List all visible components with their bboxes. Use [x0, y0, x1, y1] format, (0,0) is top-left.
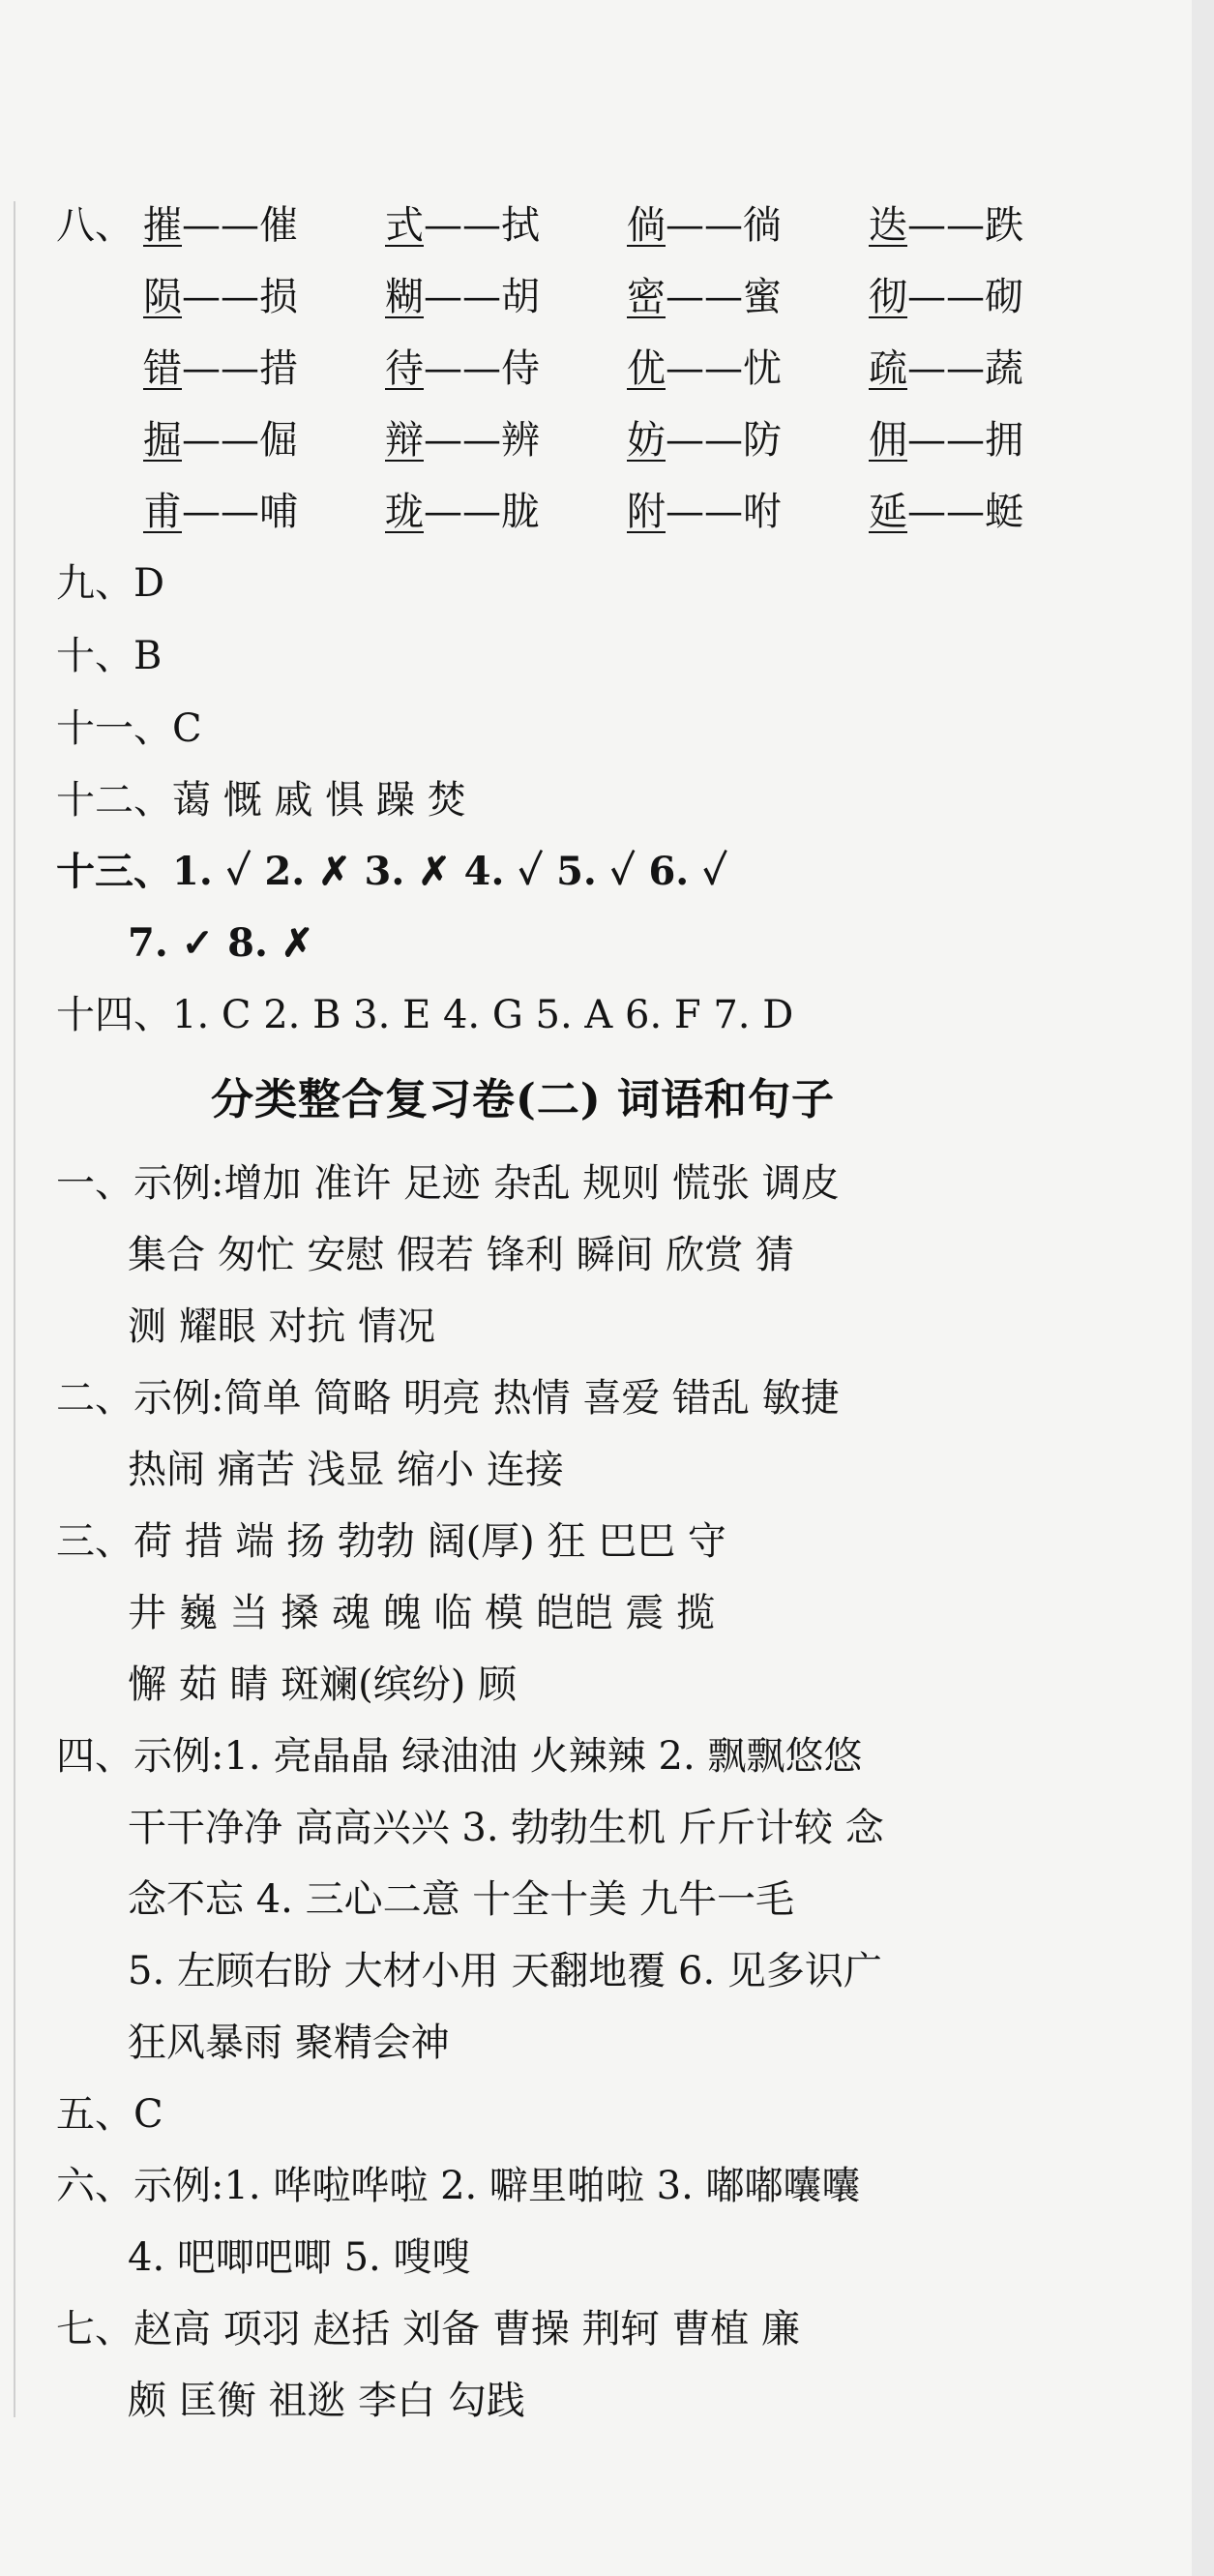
- char-pair-second: 砌: [985, 275, 1023, 319]
- char-pair: [627, 192, 782, 259]
- char-pair: [385, 192, 540, 259]
- char-pair: [627, 478, 782, 546]
- char-pair: [627, 406, 782, 474]
- answer-11: 十一、C: [56, 706, 202, 751]
- char-pair-first: 延: [869, 490, 907, 534]
- body-line: 颇 匡衡 祖逖 李白 勾践: [128, 2379, 525, 2423]
- body-line: 二、示例:简单 简略 明亮 热情 喜爱 错乱 敏捷: [56, 1376, 840, 1421]
- body-line: 集合 匆忙 安慰 假若 锋利 瞬间 欣赏 猜: [128, 1233, 795, 1277]
- char-pair: [869, 263, 1023, 331]
- part8-label: 八、: [56, 203, 133, 248]
- char-pair-second: 徜: [743, 203, 782, 248]
- char-pair-first: 妨: [627, 418, 666, 463]
- char-pair-second: 辨: [501, 418, 540, 463]
- char-pair-dash: ——: [666, 275, 743, 319]
- char-pair-dash: ——: [424, 490, 501, 534]
- char-pair-dash: ——: [907, 490, 985, 534]
- char-pair-second: 蔬: [985, 346, 1023, 391]
- char-pair-first: 附: [627, 490, 666, 534]
- char-pair-second: 侍: [501, 346, 540, 391]
- char-pair-second: 防: [743, 418, 782, 463]
- char-pair-first: 甫: [143, 490, 182, 534]
- char-pair-second: 胡: [501, 275, 540, 319]
- char-pair-dash: ——: [424, 275, 501, 319]
- char-pair: [627, 335, 782, 403]
- char-pair-second: 蜓: [985, 490, 1023, 534]
- body-line: 七、赵高 项羽 赵括 刘备 曹操 荆轲 曹植 廉: [56, 2307, 801, 2351]
- char-pair: [143, 478, 298, 546]
- char-pair-first: 迭: [869, 203, 907, 248]
- char-pair-second: 损: [259, 275, 298, 319]
- char-pair: [385, 478, 540, 546]
- char-pair-first: 密: [627, 275, 666, 319]
- char-pair-dash: ——: [666, 346, 743, 391]
- body-line: 五、C: [56, 2092, 163, 2137]
- answer-13-line1: 十三、1. ✓ 2. ✗ 3. ✗ 4. ✓ 5. ✓ 6. ✓: [56, 849, 727, 894]
- char-pair-first: 彻: [869, 275, 907, 319]
- char-pair-first: 珑: [385, 490, 424, 534]
- char-pair-dash: ——: [907, 418, 985, 463]
- margin-line: [14, 201, 15, 2417]
- char-pair-first: 优: [627, 346, 666, 391]
- body-line: 一、示例:增加 准许 足迹 杂乱 规则 慌张 调皮: [56, 1161, 840, 1206]
- char-pair-second: 忧: [743, 346, 782, 391]
- char-pair-first: 辩: [385, 418, 424, 463]
- char-pair-dash: ——: [182, 346, 259, 391]
- answer-14: 十四、1. C 2. B 3. E 4. G 5. A 6. F 7. D: [56, 993, 794, 1037]
- body-line: 干干净净 高高兴兴 3. 勃勃生机 斤斤计较 念: [128, 1806, 884, 1850]
- answer-9: 九、D: [56, 561, 165, 606]
- char-pair-second: 胧: [501, 490, 540, 534]
- char-pair-second: 拥: [985, 418, 1023, 463]
- char-pair: [869, 478, 1023, 546]
- body-line: 三、荷 措 端 扬 勃勃 阔(厚) 狂 巴巴 守: [56, 1519, 726, 1564]
- char-pair-first: 错: [143, 346, 182, 391]
- char-pair-dash: ——: [666, 203, 743, 248]
- char-pair-second: 哺: [259, 490, 298, 534]
- char-pair-second: 咐: [743, 490, 782, 534]
- char-pair-second: 倔: [259, 418, 298, 463]
- char-pair: [143, 335, 298, 403]
- body-line: 六、示例:1. 哗啦哗啦 2. 噼里啪啦 3. 嘟嘟囔囔: [56, 2164, 861, 2208]
- body-line: 懈 茹 睛 斑斓(缤纷) 顾: [128, 1662, 518, 1707]
- char-pair: [869, 192, 1023, 259]
- section-title: 分类整合复习卷(二) 词语和句子: [211, 1075, 835, 1124]
- char-pair-first: 掘: [143, 418, 182, 463]
- char-pair-first: 疏: [869, 346, 907, 391]
- char-pair-dash: ——: [907, 203, 985, 248]
- answer-12: 十二、蔼 慨 戚 惧 躁 焚: [56, 778, 466, 823]
- char-pair-dash: ——: [666, 418, 743, 463]
- char-pair-dash: ——: [182, 203, 259, 248]
- char-pair-dash: ——: [424, 346, 501, 391]
- char-pair: [869, 406, 1023, 474]
- char-pair-first: 摧: [143, 203, 182, 248]
- char-pair-dash: ——: [907, 346, 985, 391]
- char-pair-second: 措: [259, 346, 298, 391]
- body-line: 测 耀眼 对抗 情况: [128, 1304, 436, 1349]
- char-pair-first: 佣: [869, 418, 907, 463]
- char-pair-second: 催: [259, 203, 298, 248]
- char-pair-first: 陨: [143, 275, 182, 319]
- answer-10: 十、B: [56, 634, 163, 678]
- body-line: 念不忘 4. 三心二意 十全十美 九牛一毛: [128, 1877, 795, 1922]
- char-pair-second: 蜜: [743, 275, 782, 319]
- char-pair-dash: ——: [182, 418, 259, 463]
- char-pair-dash: ——: [182, 490, 259, 534]
- char-pair: [385, 263, 540, 331]
- char-pair-dash: ——: [907, 275, 985, 319]
- char-pair-dash: ——: [424, 203, 501, 248]
- body-line: 井 巍 当 搡 魂 魄 临 模 皑皑 震 揽: [128, 1591, 716, 1635]
- char-pair: [869, 335, 1023, 403]
- char-pair-first: 式: [385, 203, 424, 248]
- char-pair-second: 拭: [501, 203, 540, 248]
- char-pair: [627, 263, 782, 331]
- char-pair-dash: ——: [424, 418, 501, 463]
- body-line: 狂风暴雨 聚精会神: [128, 2021, 450, 2065]
- char-pair-dash: ——: [182, 275, 259, 319]
- char-pair: [143, 263, 298, 331]
- char-pair-first: 糊: [385, 275, 424, 319]
- char-pair-second: 跌: [985, 203, 1023, 248]
- char-pair-dash: ——: [666, 490, 743, 534]
- body-line: 热闹 痛苦 浅显 缩小 连接: [128, 1448, 564, 1492]
- char-pair-first: 待: [385, 346, 424, 391]
- body-line: 四、示例:1. 亮晶晶 绿油油 火辣辣 2. 飘飘悠悠: [56, 1734, 863, 1779]
- char-pair: [385, 406, 540, 474]
- char-pair-first: 倘: [627, 203, 666, 248]
- char-pair: [143, 406, 298, 474]
- body-line: 4. 吧唧吧唧 5. 嗖嗖: [128, 2235, 471, 2280]
- char-pair: [385, 335, 540, 403]
- body-line: 5. 左顾右盼 大材小用 天翻地覆 6. 见多识广: [128, 1949, 882, 1993]
- answer-13-line2: 7. ✓ 8. ✗: [128, 920, 314, 966]
- char-pair: [143, 192, 298, 259]
